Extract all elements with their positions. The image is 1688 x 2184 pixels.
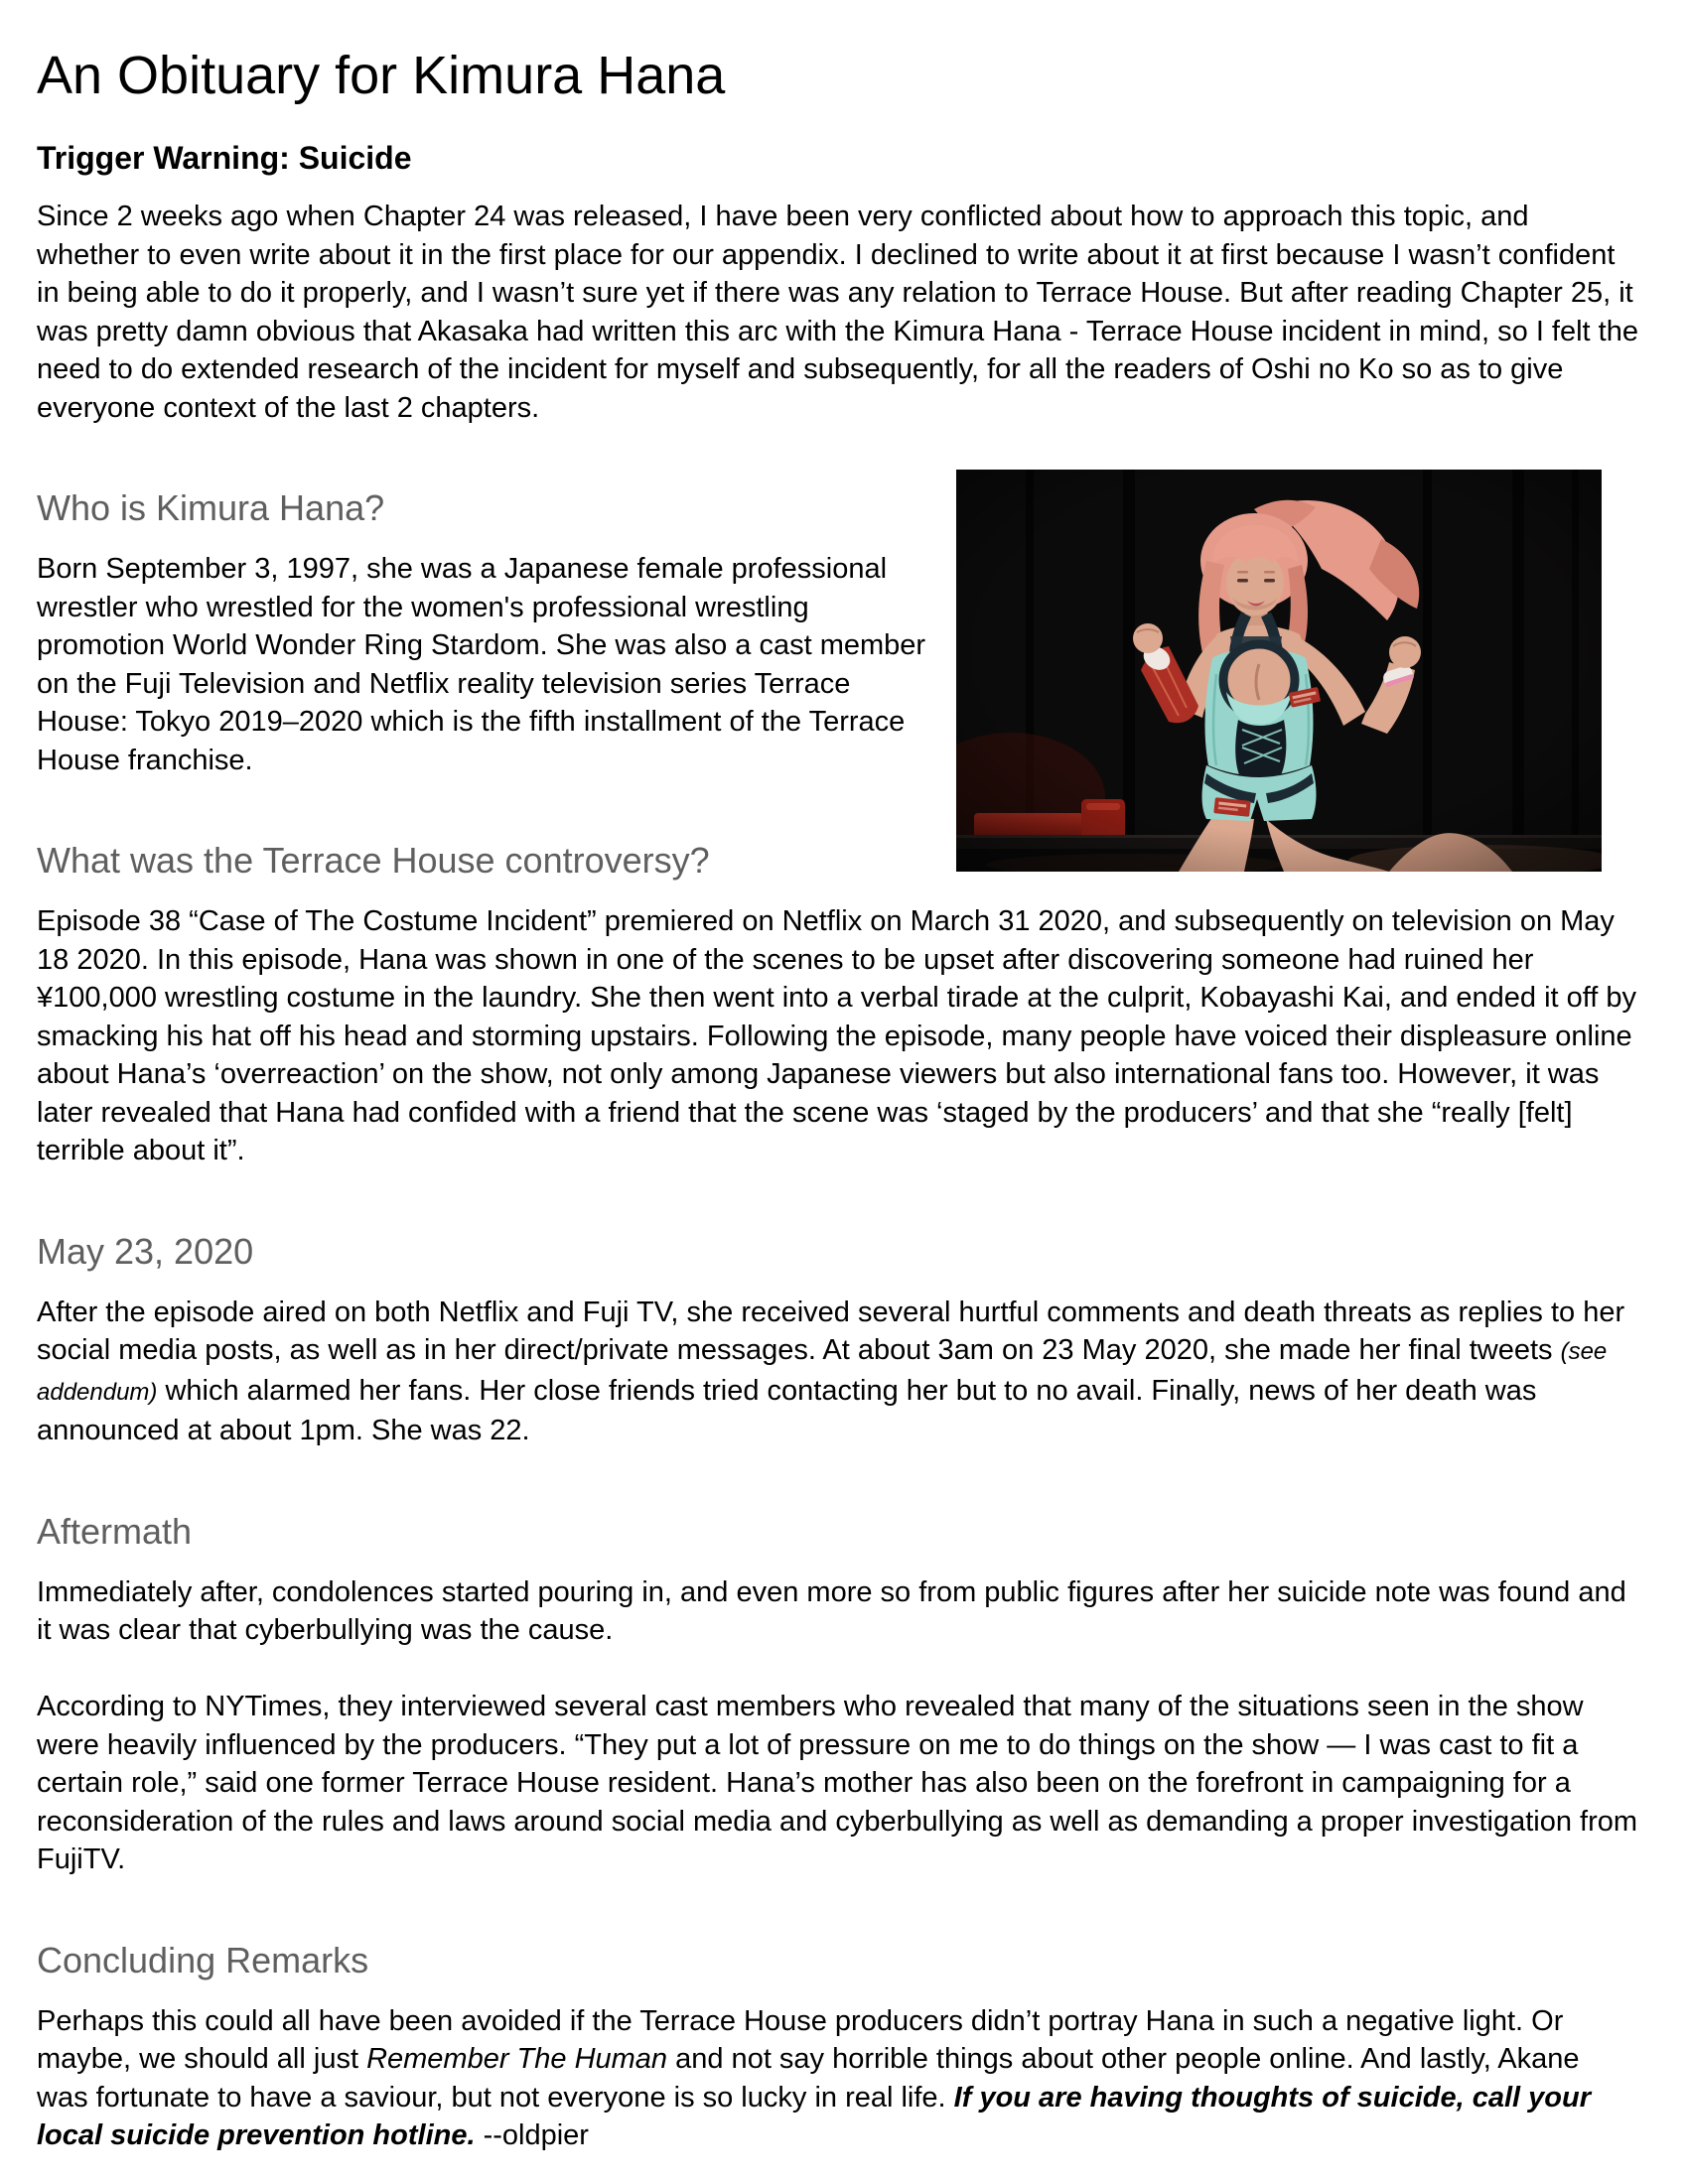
may23-text-2: which alarmed her fans. Her close friends tried contacting her but to no avail. Finally, news of her death was announced at about 1pm. She was 22.: [37, 1374, 1537, 1446]
may23-paragraph: [37, 1294, 1638, 1450]
section-heading-concluding: Concluding Remarks: [37, 1939, 369, 1980]
author-credit: --oldpier: [475, 2119, 589, 2151]
controversy-paragraph: Episode 38 “Case of The Costume Incident” premiered on Netflix on March 31 2020, and subsequently on television on May 18 2020. In this episode, Hana was shown in one of the scenes to be upset after discovering someone had ruined her ¥100,000 wrestling costume in the laundry. She then went into a verbal tirade at the culprit, Kobayashi Kai, and ended it off by smacking his hat off his head and storming upstairs. Following the episode, many people have voiced their displeasure online about Hana’s ‘overreaction’ on the show, not only among Japanese viewers but also international fans too. However, it was later revealed that Hana had confided with a friend that the scene was ‘staged by the producers’ and that she “really [felt] terrible about it”.: [37, 905, 1637, 1166]
intro-paragraph: Since 2 weeks ago when Chapter 24 was released, I have been very conflicted about how to approach this topic, and whether to even write about it in the first place for our appendix. I declined to write about it at first because I wasn’t confident in being able to do it properly, and I wasn’t sure yet if there was any relation to Terrace House. But after reading Chapter 25, it was pretty damn obvious that Akasaka had written this arc with the Kimura Hana - Terrace House incident in mind, so I felt the need to do extended research of the incident for myself and subsequently, for all the readers of Oshi no Ko so as to give everyone context of the last 2 chapters.: [37, 201, 1638, 424]
section-heading-may23: May 23, 2020: [37, 1230, 254, 1272]
remember-the-human-phrase: Remember The Human: [366, 2043, 668, 2075]
section-heading-aftermath: Aftermath: [37, 1510, 193, 1552]
see-addendum-aside: (see addendum): [37, 1338, 1608, 1406]
kimura-hana-photo: [956, 470, 1602, 872]
document-title: An Obituary for Kimura Hana: [37, 46, 726, 105]
aftermath-paragraph-1: Immediately after, condolences started pouring in, and even more so from public figures after her suicide note was found and it was clear that cyberbullying was the cause.: [37, 1575, 1626, 1646]
section-heading-who: Who is Kimura Hana?: [37, 487, 385, 528]
suicide-hotline-emphasis: If you are having thoughts of suicide, call your local suicide prevention hotline.: [37, 2081, 1591, 2151]
may23-text-1: After the episode aired on both Netflix and Fuji TV, she received several hurtful comments and death threats as replies to her social media posts, as well as in her direct/private messages. At about 3am on 23 May 2020, she made her final tweets: [37, 1296, 1625, 1366]
section-heading-controversy: What was the Terrace House controversy?: [37, 840, 710, 881]
concluding-paragraph: [37, 2002, 1638, 2155]
aftermath-paragraph-2: According to NYTimes, they interviewed several cast members who revealed that many of the situations seen in the show were heavily influenced by the producers. “They put a lot of pressure on me to do things on the show — I was cast to fit a certain role,” said one former Terrace House resident. Hana’s mother has also been on the forefront in campaigning for a reconsideration of the rules and laws around social media and cyberbullying as well as demanding a proper investigation from FujiTV.: [37, 1691, 1638, 1875]
concluding-text-1: Perhaps this could all have been avoided if the Terrace House producers didn’t portray Hana in such a negative light. Or maybe, we should all just: [37, 2004, 1564, 2075]
wrestling-ring-photo-illustration: [956, 470, 1602, 872]
concluding-text-2: and not say horrible things about other people online. And lastly, Akane was fortunate to have a saviour, but not everyone is so lucky in real life.: [37, 2043, 1580, 2114]
trigger-warning: Trigger Warning: Suicide: [37, 140, 412, 176]
who-paragraph: Born September 3, 1997, she was a Japanese female professional wrestler who wrestled for the women's professional wrestling promotion World Wonder Ring Stardom. She was also a cast member on the Fuji Television and Netflix reality television series Terrace House: Tokyo 2019–2020 which is the fifth installment of the Terrace House franchise.: [37, 553, 926, 776]
